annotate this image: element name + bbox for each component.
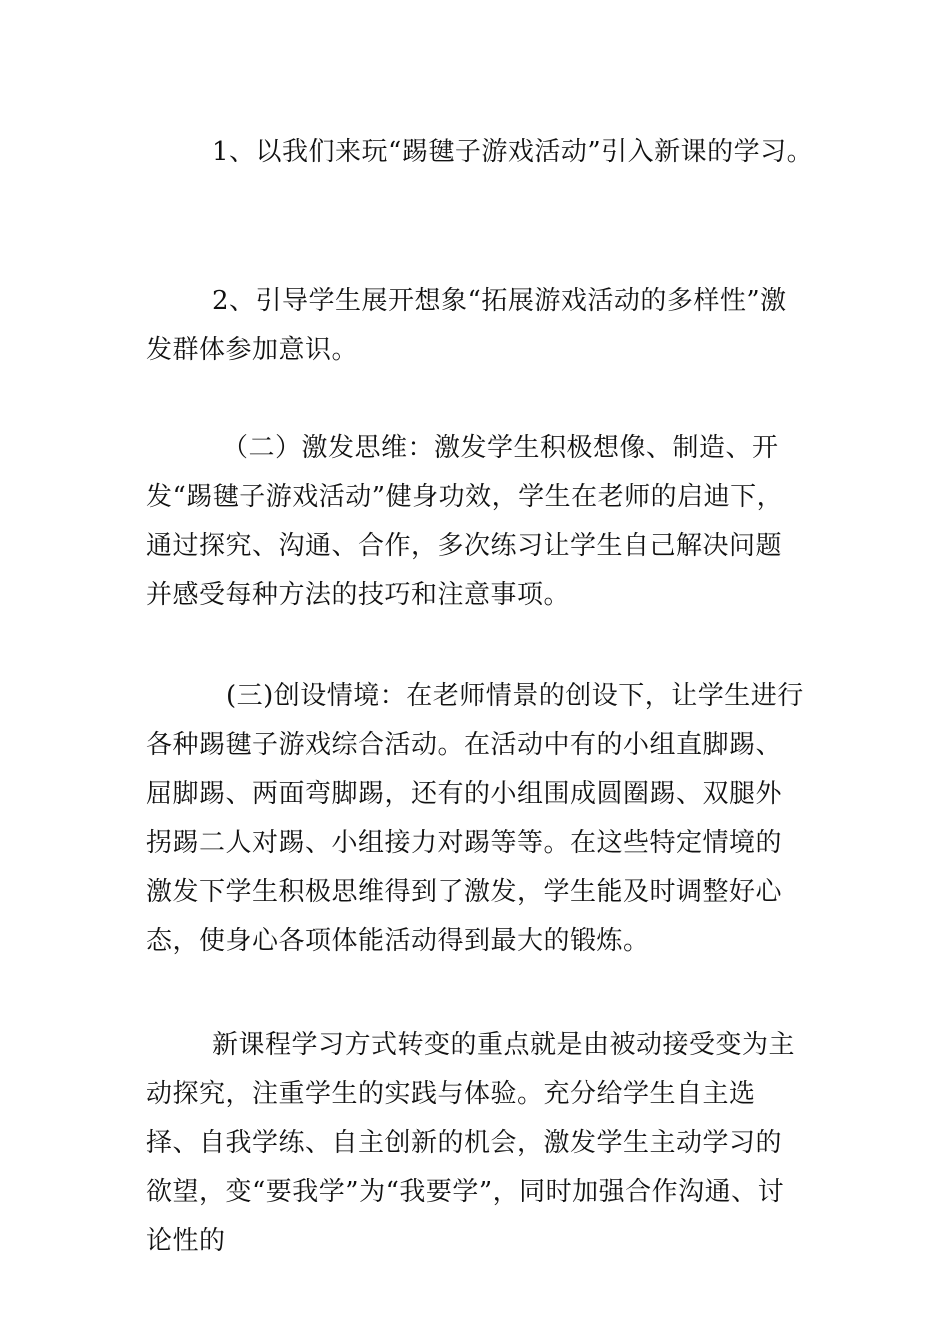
paragraph-create-situation: (三)创设情境：在老师情景的创设下，让学生进行各种踢毽子游戏综合活动。在活动中有的小组直脚踢、屈脚踢、两面弯脚踢，还有的小组围成圆圈踢、双腿外拐踢二人对踢、小组接力对踢等等。在这些特定情境的激发下学生积极思维得到了激发，学生能及时调整好心态，使身心各项体能活动得到最大的锻炼。 (146, 681, 804, 956)
paragraph-inspire-thinking: （二）激发思维：激发学生积极想像、制造、开发“踢毽子游戏活动”健身功效，学生在老师的启迪下，通过探究、沟通、合作，多次练习让学生自己解决问题并感受每种方法的技巧和注意事项。 (146, 433, 784, 610)
paragraph-guide-imagination: 2、引导学生展开想象“拓展游戏活动的多样性”激发群体参加意识。 (146, 286, 787, 365)
paragraph-learning-method-change: 新课程学习方式转变的重点就是由被动接受变为主动探究，注重学生的实践与体验。充分给学生自主选择、自我学练、自主创新的机会，激发学生主动学习的欲望，变“要我学”为“我要学”，同时加强合作沟通、讨论性的 (146, 1030, 796, 1256)
paragraph-intro-activity: 1、以我们来玩“踢毽子游戏活动”引入新课的学习。 (212, 137, 814, 167)
